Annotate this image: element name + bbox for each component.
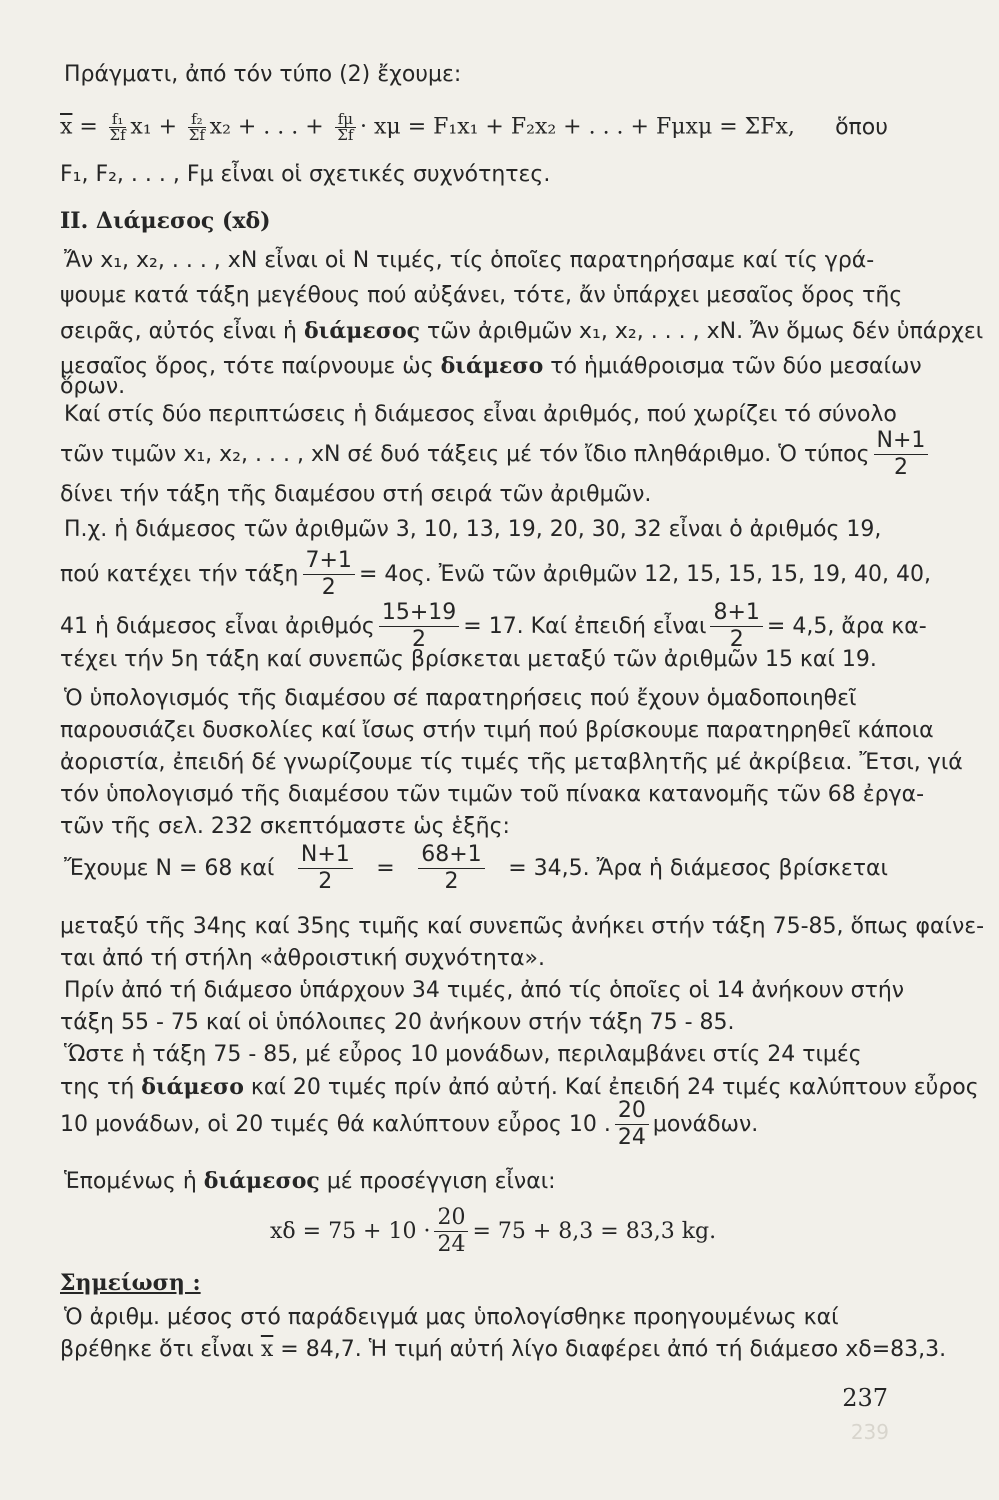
text-line: Πράγματι, ἀπό τόν τύπο (2) ἔχουμε: — [64, 62, 462, 87]
text-line: τῶν τῆς σελ. 232 σκεπτόμαστε ὡς ἑξῆς: — [60, 814, 510, 839]
text-line: σειρᾶς, αὐτός εἶναι ἡ διάμεσος τῶν ἀριθμῶν x₁, x₂, . . . , xN. Ἄν ὅμως δέν ὑπάρχει — [60, 318, 984, 344]
page-number: 237 — [842, 1384, 888, 1412]
text-line: 10 μονάδων, οἱ 20 τιμές θά καλύπτουν εὖρος 10 . $\frac{20}{24}$ μονάδων. — [60, 1098, 759, 1150]
text-line: Π.χ. ἡ διάμεσος τῶν ἀριθμῶν 3, 10, 13, 19, 20, 30, 32 εἶναι ὁ ἀριθμός 19, — [64, 517, 882, 542]
text-line: ται ἀπό τή στήλη «ἀθροιστική συχνότητα». — [60, 946, 545, 971]
text-line: Ἑπομένως ἡ διάμεσος μέ προσέγγιση εἶναι: — [64, 1168, 556, 1194]
formula-mean: $\overline{x}$ = $\frac{\text{f₁}}{\Sigma f}$ x₁ + $\frac{\text{f₂}}{\Sigma f}$ x₂ + . . . + $\frac{f\mu}{\Sigma f}$ · xμ = F₁x₁ + F₂x₂ + . . . + Fμxμ = ΣFx, ὅπου — [60, 110, 888, 144]
text-line: Καί στίς δύο περιπτώσεις ἡ διάμεσος εἶναι ἀριθμός, πού χωρίζει τό σύνολο — [64, 402, 897, 427]
text-line: τόν ὑπολογισμό τῆς διαμέσου τῶν τιμῶν τοῦ πίνακα κατανομῆς τῶν 68 ἐργα- — [60, 782, 925, 807]
text-line: Πρίν ἀπό τή διάμεσο ὑπάρχουν 34 τιμές, ἀπό τίς ὁποῖες οἱ 14 ἀνήκουν στήν — [64, 978, 905, 1003]
text-line: παρουσιάζει δυσκολίες καί ἴσως στήν τιμή πού βρίσκουμε παρατηρηθεῖ κάποια — [60, 718, 934, 743]
text-line: μεταξύ τῆς 34ης καί 35ης τιμῆς καί συνεπῶς ἀνήκει στήν τάξη 75-85, ὅπως φαίνε- — [60, 914, 985, 939]
text-line: Ἄν x₁, x₂, . . . , xN εἶναι οἱ N τιμές, τίς ὁποῖες παρατηρήσαμε καί τίς γρά- — [64, 248, 875, 273]
formula-median: xδ = 75 + 10 · $\frac{20}{24}$ = 75 + 8,3 = 83,3 kg. — [270, 1205, 717, 1257]
text-line: βρέθηκε ὅτι εἶναι $\overline{x} = 84,7$. Ἡ τιμή αὐτή λίγο διαφέρει ἀπό τή διάμεσο xδ=83,3. — [60, 1337, 947, 1362]
text-line: ὅρων. — [60, 374, 126, 399]
text-line: τάξη 55 - 75 καί οἱ ὑπόλοιπες 20 ἀνήκουν στήν τάξη 75 - 85. — [60, 1010, 735, 1035]
text-line: 41 ἡ διάμεσος εἶναι ἀριθμός $\frac{15+19}{2}$ = 17. Καί ἐπειδή εἶναι $\frac{8+1}{2}$ = 4,5, ἄρα κα- — [60, 600, 927, 652]
bleed-through-page-number: 239 — [850, 1420, 889, 1444]
section-heading: II. Διάμεσος (xδ) — [60, 208, 271, 234]
text-line: μεσαῖος ὅρος, τότε παίρνουμε ὡς διάμεσο τό ἡμιάθροισμα τῶν δύο μεσαίων — [60, 353, 922, 379]
text-line: Ὁ ὑπολογισμός τῆς διαμέσου σέ παρατηρήσεις πού ἔχουν ὁμαδοποιηθεῖ — [64, 686, 857, 711]
text-line: τῶν τιμῶν x₁, x₂, . . . , xN σέ δυό τάξεις μέ τόν ἴδιο πληθάριθμο. Ὁ τύπος $\frac{N+1}{2}$ — [60, 428, 888, 481]
note-heading: Σημείωση : — [60, 1270, 201, 1296]
text-line: Ὥστε ἡ τάξη 75 - 85, μέ εὖρος 10 μονάδων, περιλαμβάνει στίς 24 τιμές — [64, 1042, 862, 1067]
text-line: Ὁ ἀριθμ. μέσος στό παράδειγμά μας ὑπολογίσθηκε προηγουμένως καί — [64, 1305, 839, 1330]
text-line: τέχει τήν 5η τάξη καί συνεπῶς βρίσκεται μεταξύ τῶν ἀριθμῶν 15 καί 19. — [60, 647, 877, 672]
text-line: πού κατέχει τήν τάξη $\frac{7+1}{2}$ = 4ος. Ἐνῶ τῶν ἀριθμῶν 12, 15, 15, 15, 19, 40, 40, — [60, 548, 931, 600]
text-line: F₁, F₂, . . . , Fμ εἶναι οἱ σχετικές συχνότητες. — [60, 162, 551, 187]
text-line: ψουμε κατά τάξη μεγέθους πού αὐξάνει, τότε, ἄν ὑπάρχει μεσαῖος ὅρος τῆς — [60, 283, 903, 308]
text-line: της τή διάμεσο καί 20 τιμές πρίν ἀπό αὐτή. Καί ἐπειδή 24 τιμές καλύπτουν εὖρος — [60, 1074, 979, 1100]
text-line: δίνει τήν τάξη τῆς διαμέσου στή σειρά τῶν ἀριθμῶν. — [60, 482, 652, 507]
text-line: ἀοριστία, ἐπειδή δέ γνωρίζουμε τίς τιμές τῆς μεταβλητῆς μέ ἀκρίβεια. Ἔτσι, γιά — [60, 750, 963, 775]
text-line: Ἔχουμε N = 68 καί $\frac{N+1}{2}$ = $\frac{68+1}{2}$ = 34,5. Ἄρα ἡ διάμεσος βρίσκεται — [64, 842, 888, 894]
